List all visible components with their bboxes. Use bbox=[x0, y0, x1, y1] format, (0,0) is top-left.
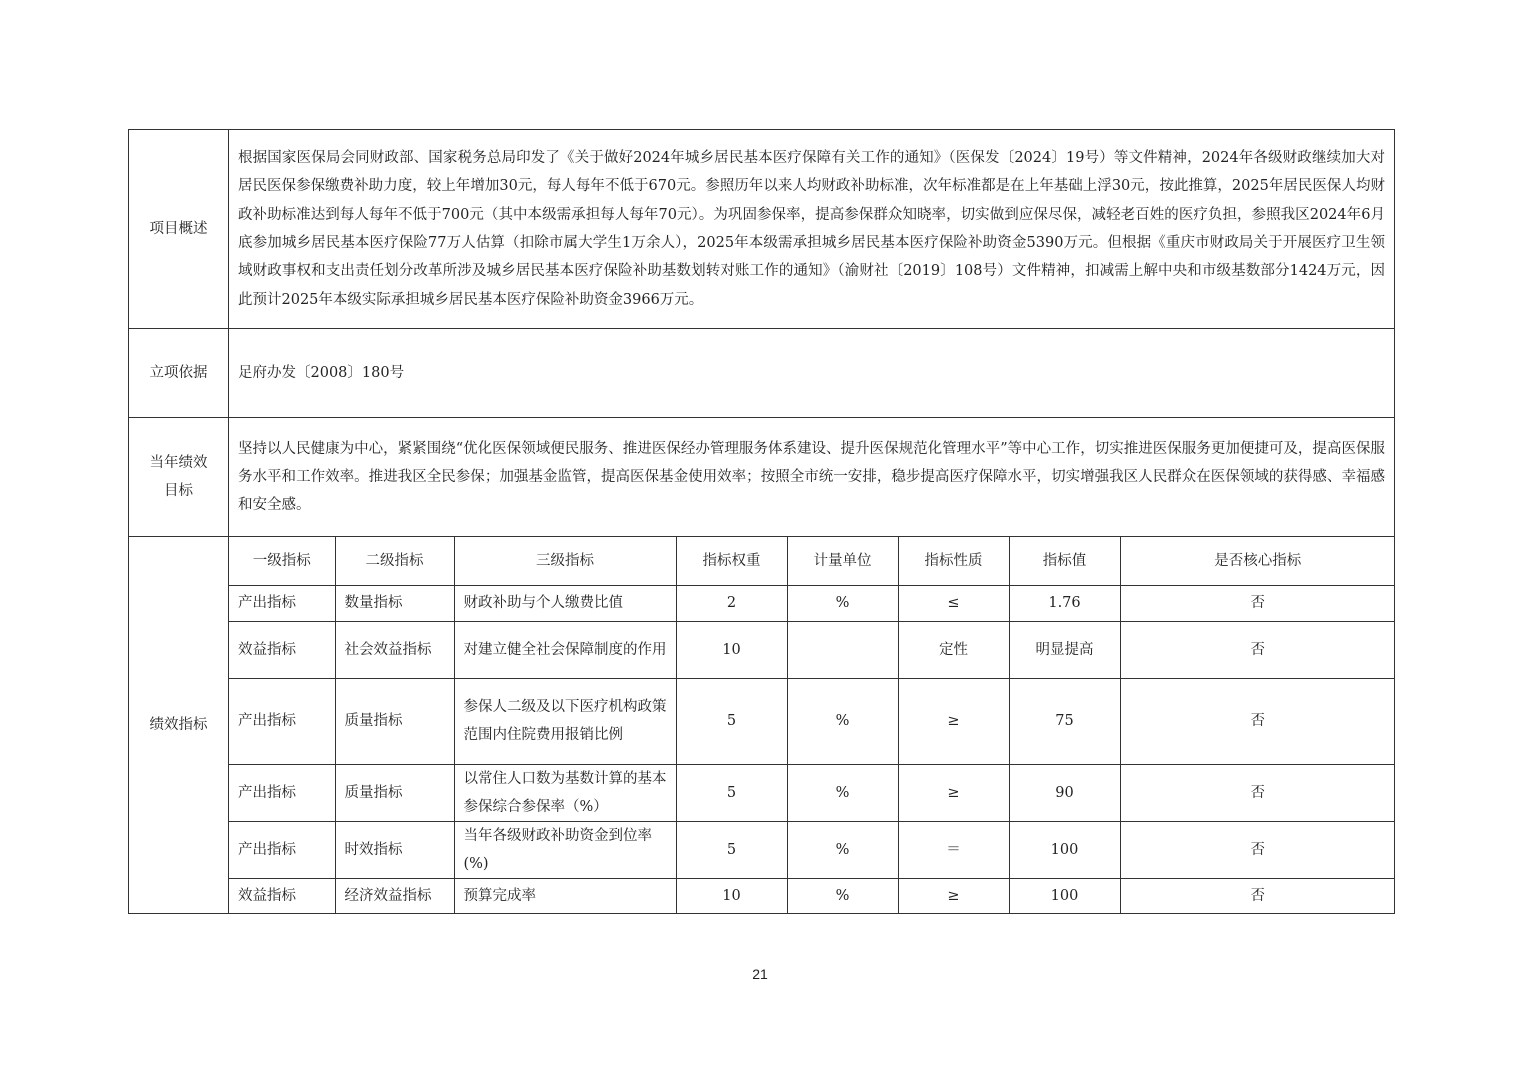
level2-cell: 经济效益指标 bbox=[335, 878, 454, 913]
core-cell: 否 bbox=[1120, 878, 1395, 913]
core-cell: 否 bbox=[1120, 678, 1395, 764]
level3-cell: 对建立健全社会保障制度的作用 bbox=[454, 621, 676, 678]
core-cell: 否 bbox=[1120, 821, 1395, 878]
header-level1: 一级指标 bbox=[229, 537, 335, 585]
unit-cell: % bbox=[787, 678, 898, 764]
indicators-label: 绩效指标 bbox=[129, 537, 229, 914]
weight-cell: 5 bbox=[676, 678, 787, 764]
indicators-container bbox=[229, 537, 1395, 914]
goal-row bbox=[129, 418, 1395, 537]
level3-cell: 以常住人口数为基数计算的基本参保综合参保率（%） bbox=[454, 764, 676, 821]
level2-cell: 质量指标 bbox=[335, 678, 454, 764]
weight-cell: 10 bbox=[676, 878, 787, 913]
indicators-row bbox=[129, 537, 1395, 914]
indicator-row bbox=[229, 678, 1395, 764]
overview-row bbox=[129, 130, 1395, 329]
overview-label: 项目概述 bbox=[129, 130, 229, 329]
core-cell: 否 bbox=[1120, 621, 1395, 678]
value-cell: 100 bbox=[1009, 878, 1120, 913]
header-level3: 三级指标 bbox=[454, 537, 676, 585]
value-cell: 75 bbox=[1009, 678, 1120, 764]
value-cell: 明显提高 bbox=[1009, 621, 1120, 678]
header-weight: 指标权重 bbox=[676, 537, 787, 585]
header-level2: 二级指标 bbox=[335, 537, 454, 585]
indicator-row bbox=[229, 585, 1395, 621]
level1-cell: 效益指标 bbox=[229, 621, 335, 678]
level1-cell: 产出指标 bbox=[229, 585, 335, 621]
goal-label-text: 当年绩效目标 bbox=[149, 455, 208, 499]
nature-cell: 定性 bbox=[898, 621, 1009, 678]
header-core: 是否核心指标 bbox=[1120, 537, 1395, 585]
basis-row bbox=[129, 329, 1395, 418]
level1-cell: 产出指标 bbox=[229, 678, 335, 764]
level1-cell: 效益指标 bbox=[229, 878, 335, 913]
core-cell: 否 bbox=[1120, 764, 1395, 821]
level3-cell: 当年各级财政补助资金到位率(%) bbox=[454, 821, 676, 878]
weight-cell: 2 bbox=[676, 585, 787, 621]
indicators-table bbox=[229, 537, 1395, 913]
weight-cell: 5 bbox=[676, 821, 787, 878]
core-cell: 否 bbox=[1120, 585, 1395, 621]
indicator-row bbox=[229, 878, 1395, 913]
header-nature: 指标性质 bbox=[898, 537, 1009, 585]
performance-table bbox=[128, 129, 1395, 914]
level2-cell: 时效指标 bbox=[335, 821, 454, 878]
nature-cell: ≥ bbox=[898, 764, 1009, 821]
nature-cell: ≤ bbox=[898, 585, 1009, 621]
page-number: 21 bbox=[752, 966, 768, 982]
indicator-row bbox=[229, 764, 1395, 821]
level3-cell: 参保人二级及以下医疗机构政策范围内住院费用报销比例 bbox=[454, 678, 676, 764]
goal-label bbox=[129, 418, 229, 537]
level1-cell: 产出指标 bbox=[229, 764, 335, 821]
level3-cell: 预算完成率 bbox=[454, 878, 676, 913]
weight-cell: 5 bbox=[676, 764, 787, 821]
nature-cell: ≥ bbox=[898, 678, 1009, 764]
overview-text: 根据国家医保局会同财政部、国家税务总局印发了《关于做好2024年城乡居民基本医疗保障有关工作的通知》（医保发〔2024〕19号）等文件精神，2024年各级财政继续加大对居民医保参保缴费补助力度，较上年增加30元，每人每年不低于670元。参照历年以来人均财政补助标准，次年标准都是在上年基础上浮30元，按此推算，2025年居民医保人均财政补助标准达到每人每年不低于700元（其中本级需承担每人每年70元）。为巩固参保率，提高参保群众知晓率，切实做到应保尽保，减轻老百姓的医疗负担，参照我区2024年6月底参加城乡居民基本医疗保险77万人估算（扣除市属大学生1万余人），2025年本级需承担城乡居民基本医疗保险补助资金5390万元。但根据《重庆市财政局关于开展医疗卫生领域财政事权和支出责任划分改革所涉及城乡居民基本医疗保险补助基数划转对账工作的通知》（渝财社〔2019〕108号）文件精神，扣减需上解中央和市级基数部分1424万元，因此预计2025年本级实际承担城乡居民基本医疗保险补助资金3966万元。 bbox=[229, 130, 1395, 329]
header-unit: 计量单位 bbox=[787, 537, 898, 585]
nature-cell: ≥ bbox=[898, 878, 1009, 913]
level2-cell: 数量指标 bbox=[335, 585, 454, 621]
indicators-header-row bbox=[229, 537, 1395, 585]
indicators-body bbox=[229, 537, 1395, 913]
unit-cell: % bbox=[787, 821, 898, 878]
value-cell: 1.76 bbox=[1009, 585, 1120, 621]
basis-text: 足府办发〔2008〕180号 bbox=[229, 329, 1395, 418]
nature-cell: ＝ bbox=[898, 821, 1009, 878]
indicator-row bbox=[229, 821, 1395, 878]
weight-cell: 10 bbox=[676, 621, 787, 678]
header-value: 指标值 bbox=[1009, 537, 1120, 585]
level3-cell: 财政补助与个人缴费比值 bbox=[454, 585, 676, 621]
value-cell: 100 bbox=[1009, 821, 1120, 878]
unit-cell: % bbox=[787, 764, 898, 821]
goal-text: 坚持以人民健康为中心，紧紧围绕“优化医保领域便民服务、推进医保经办管理服务体系建设、提升医保规范化管理水平”等中心工作，切实推进医保服务更加便捷可及，提高医保服务水平和工作效率。推进我区全民参保；加强基金监管，提高医保基金使用效率；按照全市统一安排，稳步提高医疗保障水平，切实增强我区人民群众在医保领域的获得感、幸福感和安全感。 bbox=[229, 418, 1395, 537]
unit-cell: % bbox=[787, 585, 898, 621]
basis-label: 立项依据 bbox=[129, 329, 229, 418]
level1-cell: 产出指标 bbox=[229, 821, 335, 878]
value-cell: 90 bbox=[1009, 764, 1120, 821]
unit-cell: % bbox=[787, 878, 898, 913]
level2-cell: 社会效益指标 bbox=[335, 621, 454, 678]
level2-cell: 质量指标 bbox=[335, 764, 454, 821]
indicator-row bbox=[229, 621, 1395, 678]
unit-cell bbox=[787, 621, 898, 678]
